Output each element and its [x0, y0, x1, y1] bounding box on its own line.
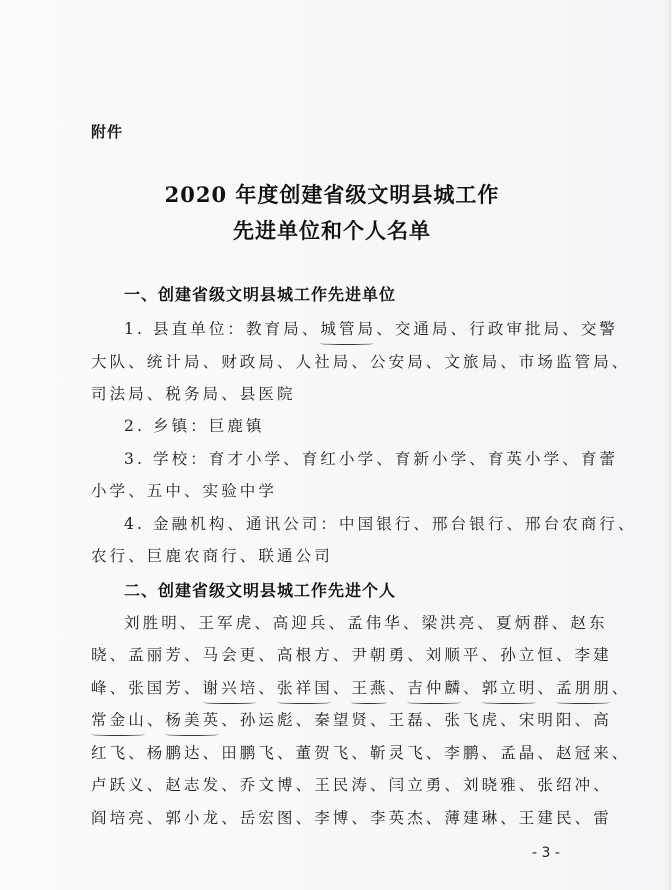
section1-item1-line3: 司法局、税务局、县医院 [91, 385, 296, 403]
underlined-name: 张祥国 [277, 679, 333, 697]
section1-item4-line1: 4. 金融机构、通讯公司：中国银行、邢台银行、邢台农商行、 [124, 515, 637, 533]
underlined-text: 城管局 [320, 320, 377, 338]
underlined-name: 吉仲麟 [407, 679, 464, 697]
section1-item1-line1: 1. 县直单位：教育局、城管局、交通局、行政审批局、交警 [124, 320, 619, 338]
section1-item3-line2: 小学、五中、实验中学 [91, 482, 278, 500]
section2-line4: 常金山、杨美英、孙运彪、秦望贤、王磊、张飞虎、宋明阳、高 [91, 711, 612, 729]
underlined-name: 孟朋朋 [556, 679, 612, 697]
section1-item3-line1: 3. 学校：育才小学、育红小学、育新小学、育英小学、育蕾 [124, 450, 619, 468]
section2-line7: 阎培亮、郭小龙、岳宏图、李博、李英杰、薄建琳、王建民、雷 [91, 809, 612, 827]
attachment-label: 附件 [91, 123, 124, 141]
section2-heading: 二、创建省级文明县城工作先进个人 [124, 581, 397, 600]
document-title-line1: 2020 年度创建省级文明县城工作 [164, 182, 500, 207]
section1-item4-line2: 农行、巨鹿农商行、联通公司 [91, 547, 333, 565]
page-edge [669, 0, 670, 890]
section2-line3: 峰、张国芳、谢兴培、张祥国、王燕、吉仲麟、郭立明、孟朋朋、 [91, 679, 631, 697]
section2-line6: 卢跃义、赵志发、乔文博、王民涛、闫立勇、刘晓雅、张绍冲、 [91, 776, 612, 794]
section1-heading: 一、创建省级文明县城工作先进单位 [124, 285, 397, 304]
document-title-line2: 先进单位和个人名单 [233, 218, 431, 243]
section2-line2: 晓、孟丽芳、马会更、高根方、尹朝勇、刘顺平、孙立恒、李建 [91, 646, 612, 664]
underlined-name: 谢兴培 [202, 679, 259, 697]
underlined-name: 郭立明 [481, 679, 538, 697]
section2-line1: 刘胜明、王军虎、高迎兵、孟伟华、梁洪亮、夏炳群、赵东 [124, 614, 608, 632]
underlined-name: 杨美英 [165, 711, 222, 729]
section1-item2-line1: 2. 乡镇：巨鹿镇 [124, 417, 265, 435]
section1-item1-line2: 大队、统计局、财政局、人社局、公安局、文旅局、市场监管局、 [91, 353, 631, 371]
underlined-name: 王燕 [351, 679, 389, 697]
section2-line5: 红飞、杨鹏达、田鹏飞、董贺飞、靳灵飞、李鹏、孟晶、赵冠来、 [91, 744, 631, 762]
page-number: - 3 - [532, 845, 560, 861]
underlined-name: 常金山 [91, 711, 147, 729]
